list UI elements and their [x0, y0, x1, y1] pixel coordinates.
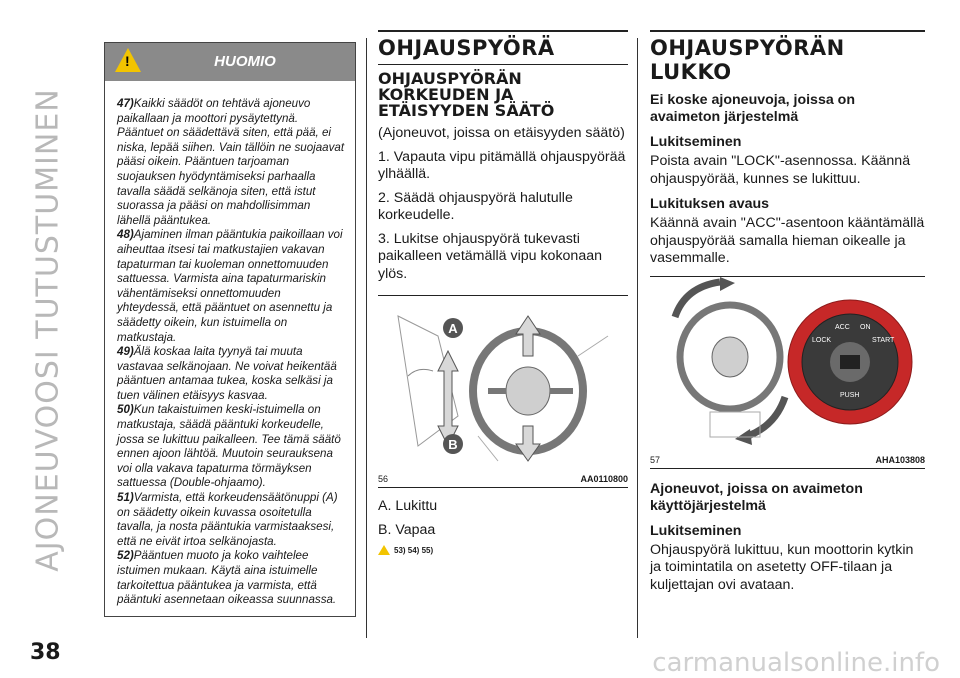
steering-lock-illustration — [650, 277, 925, 447]
warning-title: HUOMIO — [214, 53, 276, 70]
exclamation-icon: ! — [125, 53, 130, 69]
heading-rule — [378, 30, 628, 32]
ignition-label: ACC — [835, 323, 850, 331]
figure-code: AHA103808 — [875, 454, 925, 465]
section-side-title: AJONEUVOOSI TUTUSTUMINEN — [30, 88, 66, 572]
figure-number: 57 — [650, 454, 661, 465]
unlock-text: Käännä avain "ACC"-asentoon kääntämällä ohjauspyörää samalla hieman oikealle ja vasemmalle. — [650, 215, 925, 266]
figure-57 — [650, 276, 925, 469]
warning-item: 49)Älä koskaa laita tyynyä tai muuta vastavaa selkänojaan. Ne voivat heikentää pääntuen antamaa tukea, koska selkäsi ja tuen välinen etäisyys kasvaa. — [117, 345, 337, 402]
ignition-label: ON — [860, 323, 871, 331]
warning-item: 50)Kun takaistuimen keski-istuimella on matkustaja, säädä pääntuki korkeudelle, jossa se lukittuu paikalleen. Tee tämä säätö ennen ajoon lähtöä. Muutoin seurauksena voi olla vakava tapaturma törmäyksen sattuessa (Double-ohjaamo). — [117, 403, 341, 490]
warning-icon — [378, 545, 390, 555]
column-divider — [366, 38, 367, 638]
label-b: B — [448, 437, 458, 452]
step-1: 1. Vapauta vipu pitämällä ohjauspyörää ylhäällä. — [378, 148, 626, 182]
figure-caption — [378, 471, 628, 487]
subsection-heading: Ajoneuvot, joissa on avaimeton käyttöjärjestelmä — [650, 480, 863, 514]
watermark: carmanualsonline.info — [652, 648, 940, 678]
heading-rule — [378, 64, 628, 65]
column-divider — [637, 38, 638, 638]
ignition-label: START — [872, 336, 895, 344]
section-heading: OHJAUSPYÖRÄN LUKKO — [650, 36, 845, 84]
figure-caption — [650, 452, 925, 468]
figure-code: AA0110800 — [580, 474, 628, 484]
lock-text: Poista avain "LOCK"-asennossa. Käännä ohjauspyörää, kunnes se lukittuu. — [650, 153, 911, 187]
figure-56 — [378, 295, 628, 488]
lock2-title: Lukitseminen — [650, 522, 742, 539]
warning-refs: 53) 54) 55) — [378, 545, 628, 555]
steering-wheel-section — [378, 30, 628, 555]
step-2: 2. Säädä ohjauspyörä halutulle korkeudelle. — [378, 189, 573, 223]
steering-lock-section — [650, 30, 925, 600]
lock2-text: Ohjauspyörä lukittuu, kun moottorin kytkin ja toimintatila on asetetty OFF-tilaan ja kuljettajan ovi avataan. — [650, 541, 914, 593]
warning-item: 51)Varmista, että korkeudensäätönuppi (A) on säädetty oikein kuvassa osoitetulla tavalla, ja nosta pääntukia varmistaaksesi, että ne eivät irtoa selkänojasta. — [117, 491, 338, 548]
heading-rule — [650, 30, 925, 32]
warning-box — [104, 42, 356, 617]
legend-b: B. Vapaa — [378, 521, 436, 538]
warning-item: 48)Ajaminen ilman pääntukia paikoillaan voi aiheuttaa itsesi tai matkustajien vakavan tapaturman tai kuoleman onnettomuuden sattuessa. Varmista aina tapaturmariskin vähentämiseksi onnettomuuden yhteydessä, että pääntuet on asennettu ja säädetty oikein, kun istuimella on matkustaja. — [117, 228, 343, 344]
legend-a: A. Lukittu — [378, 498, 438, 514]
section-heading: OHJAUSPYÖRÄ — [378, 36, 555, 60]
warning-item: 52)Pääntuen muoto ja koko vaihtelee istuimen mukaan. Käytä aina istuimelle tarkoitettua pääntukea ja varmista, että pääntuki asennetaan oikeassa suunnassa. — [117, 549, 337, 607]
intro-text: (Ajoneuvot, joissa on etäisyyden säätö) — [378, 125, 625, 141]
unlock-title: Lukituksen avaus — [650, 196, 770, 212]
warning-header — [105, 43, 355, 81]
subsection-heading: Ei koske ajoneuvoja, joissa on avaimeton järjestelmä — [650, 92, 856, 125]
lock-title: Lukitseminen — [650, 134, 742, 150]
page-number: 38 — [30, 640, 61, 665]
warning-item: 47)Kaikki säädöt on tehtävä ajoneuvo paikallaan ja moottori pysäytettynä. Pääntuet on säädettävä siten, että pää, ei niska, lepää siihen. Vain tällöin ne suojaavat pääsi oikein. Pääntuen tarjoaman suojauksen hyödyntämiseksi parhaalla tavalla säädä selkänoja siten, että istut suorassa ja pääsi on mahdollisimman lähellä pääntukea. — [117, 97, 345, 227]
ignition-label: LOCK — [812, 336, 832, 344]
step-3: 3. Lukitse ohjauspyörä tukevasti paikalleen vetämällä vipu kokonaan ylös. — [378, 230, 602, 282]
subsection-heading: OHJAUSPYÖRÄN KORKEUDEN JA ETÄISYYDEN SÄÄTÖ — [378, 69, 555, 120]
warning-body — [105, 81, 355, 608]
figure-number: 56 — [378, 474, 389, 484]
steering-adjust-illustration — [378, 296, 628, 466]
label-a: A — [448, 321, 458, 336]
ignition-label: PUSH — [840, 391, 860, 399]
